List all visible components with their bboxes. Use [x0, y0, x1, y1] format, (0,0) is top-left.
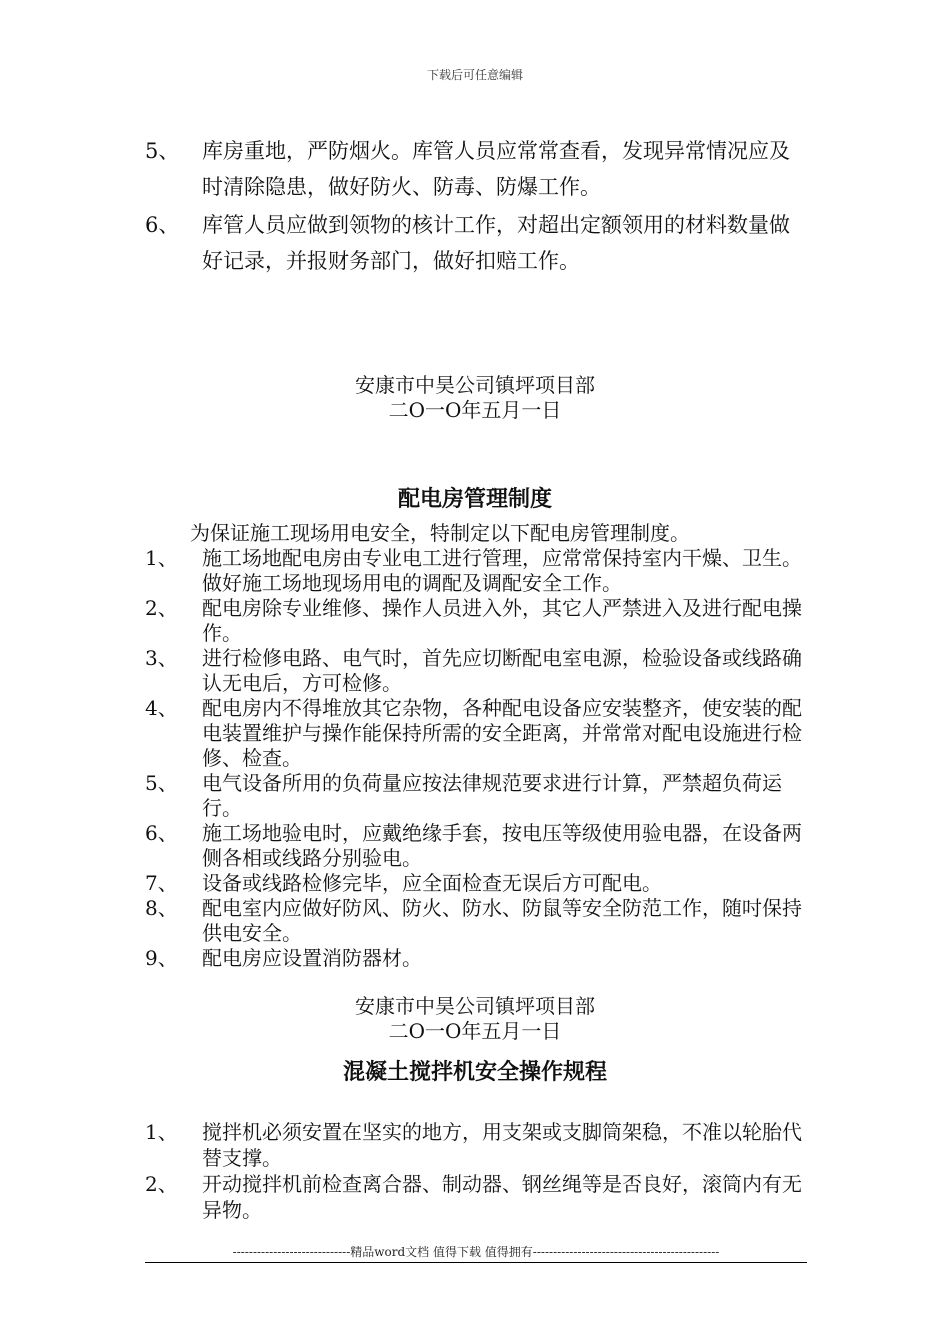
item-number: 9、 [145, 946, 178, 970]
page-header-note: 下载后可任意编辑 [426, 68, 523, 82]
list-item [145, 871, 810, 896]
item-number: 4、 [145, 696, 178, 720]
list-item [145, 821, 810, 871]
signature-block [0, 994, 950, 1044]
item-number: 6、 [145, 821, 178, 845]
section-title: 混凝土搅拌机安全操作规程 [342, 1060, 607, 1085]
warehouse-rules-list [145, 133, 810, 281]
item-number: 5、 [145, 771, 178, 795]
page-footer: -----------------------------精品word文档 值得下载 值得拥有---------------------------------------------- [232, 1245, 720, 1259]
item-text: 开动搅拌机前检查离合器、制动器、钢丝绳等是否良好，滚筒内有无异物。 [202, 1172, 802, 1222]
item-text: 配电室内应做好防风、防火、防水、防鼠等安全防范工作，随吋保持供电安全。 [202, 896, 802, 945]
list-item [145, 896, 810, 946]
item-text: 进行检修电路、电气时，首先应切断配电室电源，检验设备或线路确认无电后，方可检修。 [202, 646, 802, 695]
item-text: 库管人员应做到领物的核计工作，对超出定额领用的材料数量做好记录，并报财务部门，做好扣赔工作。 [202, 213, 790, 273]
item-text: 施工场地配电房由专业电工进行管理，应常常保持室内干燥、卫生。做好施工场地现场用电的调配及调配安全工作。 [202, 546, 802, 595]
item-text: 搅拌机必须安置在坚实的地方，用支架或支脚筒架稳，不准以轮胎代替支撑。 [202, 1120, 802, 1170]
list-item [145, 696, 810, 771]
item-text: 电气设备所用的负荷量应按法律规范要求进行计算，严禁超负荷运行。 [202, 771, 782, 820]
signature-date: 二O一O年五月一日 [388, 1019, 562, 1043]
list-item [145, 946, 810, 971]
item-text: 施工场地验电时，应戴绝缘手套，按电压等级使用验电器，在设备两侧各相或线路分别验电。 [202, 821, 802, 870]
list-item [145, 546, 810, 596]
item-text: 配电房内不得堆放其它杂物，各种配电设备应安装整齐，使安装的配电装置维护与操作能保持所需的安全距离，并常常对配电设施进行检修、检查。 [202, 696, 802, 770]
power-room-rules-list [145, 546, 810, 971]
item-number: 2、 [145, 1172, 178, 1196]
list-item [145, 1171, 810, 1223]
footer-divider [145, 1262, 807, 1263]
signature-org: 安康市中昊公司镇坪项目部 [355, 373, 595, 397]
item-number: 3、 [145, 646, 178, 670]
list-item [145, 596, 810, 646]
item-text: 库房重地，严防烟火。库管人员应常常查看，发现异常情况应及时清除隐患，做好防火、防毒、防爆工作。 [202, 139, 790, 199]
item-number: 2、 [145, 596, 178, 620]
list-item [145, 133, 810, 205]
item-number: 8、 [145, 896, 178, 920]
item-number: 1、 [145, 1120, 178, 1144]
signature-block [0, 373, 950, 423]
list-item [145, 207, 810, 279]
section-title: 配电房管理制度 [397, 487, 552, 512]
list-item [145, 646, 810, 696]
list-item [145, 1119, 810, 1171]
item-number: 7、 [145, 871, 178, 895]
signature-date: 二O一O年五月一日 [388, 398, 562, 422]
item-text: 配电房除专业维修、操作人员进入外，其它人严禁进入及进行配电操作。 [202, 596, 802, 645]
item-text: 配电房应设置消防器材。 [202, 946, 422, 970]
item-number: 5、 [145, 139, 180, 163]
mixer-rules-list [145, 1119, 810, 1223]
item-number: 6、 [145, 213, 180, 237]
section-intro: 为保证施工现场用电安全，特制定以下配电房管理制度。 [190, 521, 690, 545]
item-text: 设备或线路检修完毕，应全面检查无误后方可配电。 [202, 871, 662, 895]
signature-org: 安康市中昊公司镇坪项目部 [355, 994, 595, 1018]
list-item [145, 771, 810, 821]
item-number: 1、 [145, 546, 178, 570]
